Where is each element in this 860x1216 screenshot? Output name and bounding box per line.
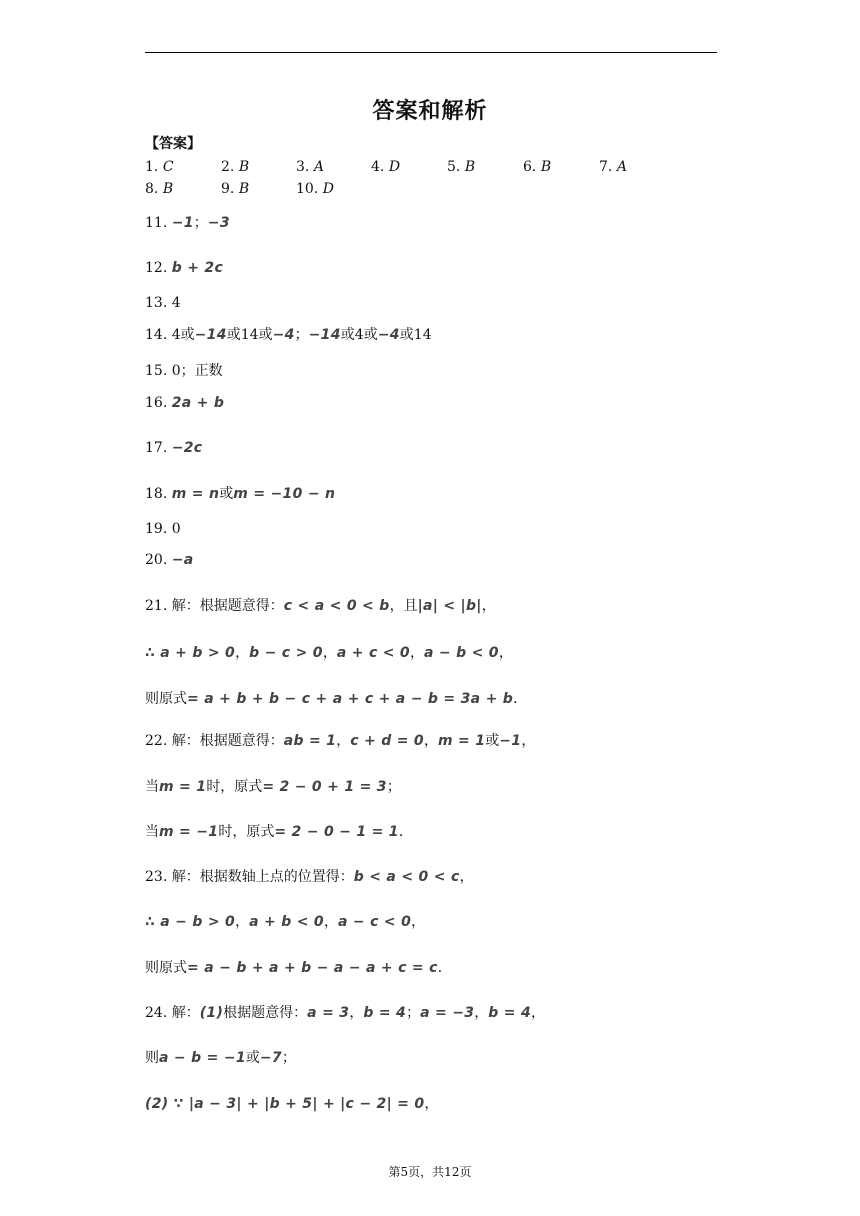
choice-answer (221, 179, 249, 199)
text-fragment: 则原式 (145, 960, 187, 976)
math-expression: |a| < |b| (417, 598, 482, 614)
answer-line-q22c (145, 822, 413, 842)
text-fragment: 或4或 (340, 327, 378, 343)
math-expression: −4 (272, 327, 295, 343)
math-expression: m = −1 (159, 824, 219, 840)
text-fragment: 或 (485, 733, 500, 749)
math-expression: c + d = 0 (350, 733, 424, 749)
math-expression: −1 (499, 733, 522, 749)
text-fragment: ； (193, 215, 208, 231)
text-fragment: ， (531, 1005, 546, 1021)
text-fragment: 23. 解：根据数轴上点的位置得： (145, 869, 354, 885)
math-expression: m = n (171, 486, 220, 502)
text-fragment: ． (513, 691, 528, 707)
text-fragment: 则 (145, 1050, 159, 1066)
choice-answer (371, 157, 400, 177)
text-fragment: ； (386, 779, 401, 795)
text-fragment: 或 (219, 486, 234, 502)
text-fragment: ， (498, 645, 513, 661)
choice-answer (296, 179, 334, 199)
question-number: 2. (221, 159, 239, 175)
answer-letter: D (322, 181, 334, 197)
math-expression: 2a + b (171, 395, 225, 411)
text-fragment: ， (481, 598, 496, 614)
math-expression: ab = 1 (283, 733, 337, 749)
math-expression: a = 3 (307, 1005, 350, 1021)
text-fragment: 12. (145, 260, 172, 276)
page-title: 答案和解析 (372, 99, 488, 124)
math-expression: m = 1 (159, 779, 207, 795)
math-expression: = 2 − 0 − 1 = 1 (274, 824, 399, 840)
text-fragment: 当 (145, 779, 159, 795)
math-expression: = a + b + b − c + a + c + a − b = 3a + b (187, 691, 514, 707)
answer-letter: D (388, 159, 401, 175)
text-fragment: 根据题意得： (223, 1005, 308, 1021)
text-fragment: ． (398, 824, 413, 840)
text-fragment: ， (424, 1096, 439, 1112)
text-fragment: ， (409, 645, 424, 661)
text-fragment: ， (323, 914, 338, 930)
answer-letter: B (540, 159, 552, 175)
text-fragment: ， (474, 1005, 489, 1021)
text-fragment: ； (294, 327, 309, 343)
math-expression: = a − b + a + b − a − a + c = c (187, 960, 438, 976)
math-expression: c < a < 0 < b (283, 598, 390, 614)
text-fragment: 22. 解：根据题意得： (145, 733, 284, 749)
answer-letter: A (313, 159, 324, 175)
answer-line-q11 (145, 213, 230, 233)
answer-line-q19 (145, 519, 181, 539)
answer-line-q22b (145, 777, 401, 797)
text-fragment: 或14或 (226, 327, 273, 343)
choice-row-1 (145, 157, 745, 177)
answer-letter: B (238, 159, 250, 175)
text-fragment: 则原式 (145, 691, 187, 707)
text-fragment: 21. 解：根据题意得： (145, 598, 284, 614)
math-expression: a − b < 0 (423, 645, 499, 661)
choice-answer (447, 157, 475, 177)
choice-answer (523, 157, 551, 177)
choice-answer (145, 179, 173, 199)
text-fragment: ， (459, 869, 474, 885)
text-fragment: ； (281, 1050, 296, 1066)
text-fragment: 20. (145, 552, 172, 568)
math-expression: m = 1 (437, 733, 486, 749)
text-fragment: ， (235, 645, 250, 661)
math-expression: (1) (199, 1005, 224, 1021)
math-expression: −14 (194, 327, 227, 343)
text-fragment: 17. (145, 440, 172, 456)
text-fragment: ，且 (389, 598, 418, 614)
header-rule (145, 52, 717, 53)
text-fragment: 24. 解： (145, 1005, 200, 1021)
math-expression: = 2 − 0 + 1 = 3 (262, 779, 387, 795)
answer-line-q16 (145, 393, 224, 413)
math-expression: −14 (308, 327, 341, 343)
question-number: 7. (599, 159, 617, 175)
answer-line-q15 (145, 361, 223, 381)
text-fragment: ， (322, 645, 337, 661)
text-fragment: 16. (145, 395, 172, 411)
text-fragment: ， (235, 914, 250, 930)
choice-answer (145, 157, 174, 177)
math-expression: −a (171, 552, 194, 568)
question-number: 8. (145, 181, 163, 197)
text-fragment: 14. 4或 (145, 327, 195, 343)
question-number: 4. (371, 159, 389, 175)
answer-line-q24a (145, 1003, 545, 1023)
math-expression: b + 2c (171, 260, 224, 276)
answer-heading: 【答案】 (145, 136, 201, 152)
answer-line-q14 (145, 325, 432, 345)
text-fragment: 时，原式 (206, 779, 263, 795)
question-number: 10. (296, 181, 323, 197)
answer-line-q23c (145, 958, 452, 978)
page-footer: 第5页，共12页 (388, 1165, 472, 1179)
text-fragment: 18. (145, 486, 172, 502)
answer-line-q22a (145, 731, 535, 751)
question-number: 5. (447, 159, 465, 175)
answer-line-q23b (145, 912, 425, 932)
answer-line-q13 (145, 293, 181, 313)
question-number: 6. (523, 159, 541, 175)
math-expression: b = 4 (488, 1005, 532, 1021)
answer-line-q21c (145, 689, 527, 709)
math-expression: a + c < 0 (336, 645, 410, 661)
math-expression: ∴ a − b > 0 (145, 914, 236, 930)
text-fragment: 11. (145, 215, 172, 231)
answer-line-q12 (145, 258, 223, 278)
text-fragment: ， (336, 733, 351, 749)
question-number: 3. (296, 159, 314, 175)
answer-line-q24b (145, 1048, 296, 1068)
answer-letter: B (162, 181, 174, 197)
text-fragment: ， (423, 733, 438, 749)
text-fragment: ； (406, 1005, 421, 1021)
math-expression: a − b = −1 (159, 1050, 246, 1066)
text-fragment: 13. 4 (145, 295, 181, 311)
answer-letter: C (162, 159, 174, 175)
choice-answer (599, 157, 627, 177)
choice-answer (221, 157, 249, 177)
answer-line-q24c (145, 1094, 438, 1114)
answer-letter: B (238, 181, 250, 197)
text-fragment: ， (411, 914, 426, 930)
answer-line-q18 (145, 484, 335, 504)
answer-line-q21a (145, 596, 496, 616)
math-expression: b = 4 (363, 1005, 407, 1021)
answer-line-q20 (145, 550, 194, 570)
text-fragment: 15. 0；正数 (145, 363, 223, 379)
question-number: 9. (221, 181, 239, 197)
math-expression: −1 (171, 215, 194, 231)
text-fragment: 或 (245, 1050, 260, 1066)
text-fragment: 时，原式 (218, 824, 275, 840)
answer-line-q23a (145, 867, 474, 887)
choice-answer (296, 157, 324, 177)
text-fragment: ． (437, 960, 452, 976)
math-expression: m = −10 − n (233, 486, 336, 502)
choice-row-2 (145, 179, 745, 199)
math-expression: b < a < 0 < c (353, 869, 460, 885)
math-expression: b − c > 0 (249, 645, 323, 661)
text-fragment: 或14 (399, 327, 432, 343)
math-expression: −3 (207, 215, 230, 231)
math-expression: a + b < 0 (249, 914, 324, 930)
math-expression: ∴ a + b > 0 (145, 645, 236, 661)
answer-line-q17 (145, 438, 202, 458)
text-fragment: 19. 0 (145, 521, 181, 537)
math-expression: −4 (377, 327, 400, 343)
question-number: 1. (145, 159, 163, 175)
text-fragment: 当 (145, 824, 159, 840)
math-expression: −7 (259, 1050, 282, 1066)
text-fragment: ， (521, 733, 536, 749)
text-fragment: ， (349, 1005, 364, 1021)
math-expression: a = −3 (420, 1005, 475, 1021)
math-expression: a − c < 0 (337, 914, 412, 930)
answer-line-q21b (145, 643, 513, 663)
answer-letter: B (464, 159, 476, 175)
answer-letter: A (616, 159, 627, 175)
math-expression: (2) ∵ |a − 3| + |b + 5| + |c − 2| = 0 (145, 1096, 425, 1112)
math-expression: −2c (171, 440, 203, 456)
